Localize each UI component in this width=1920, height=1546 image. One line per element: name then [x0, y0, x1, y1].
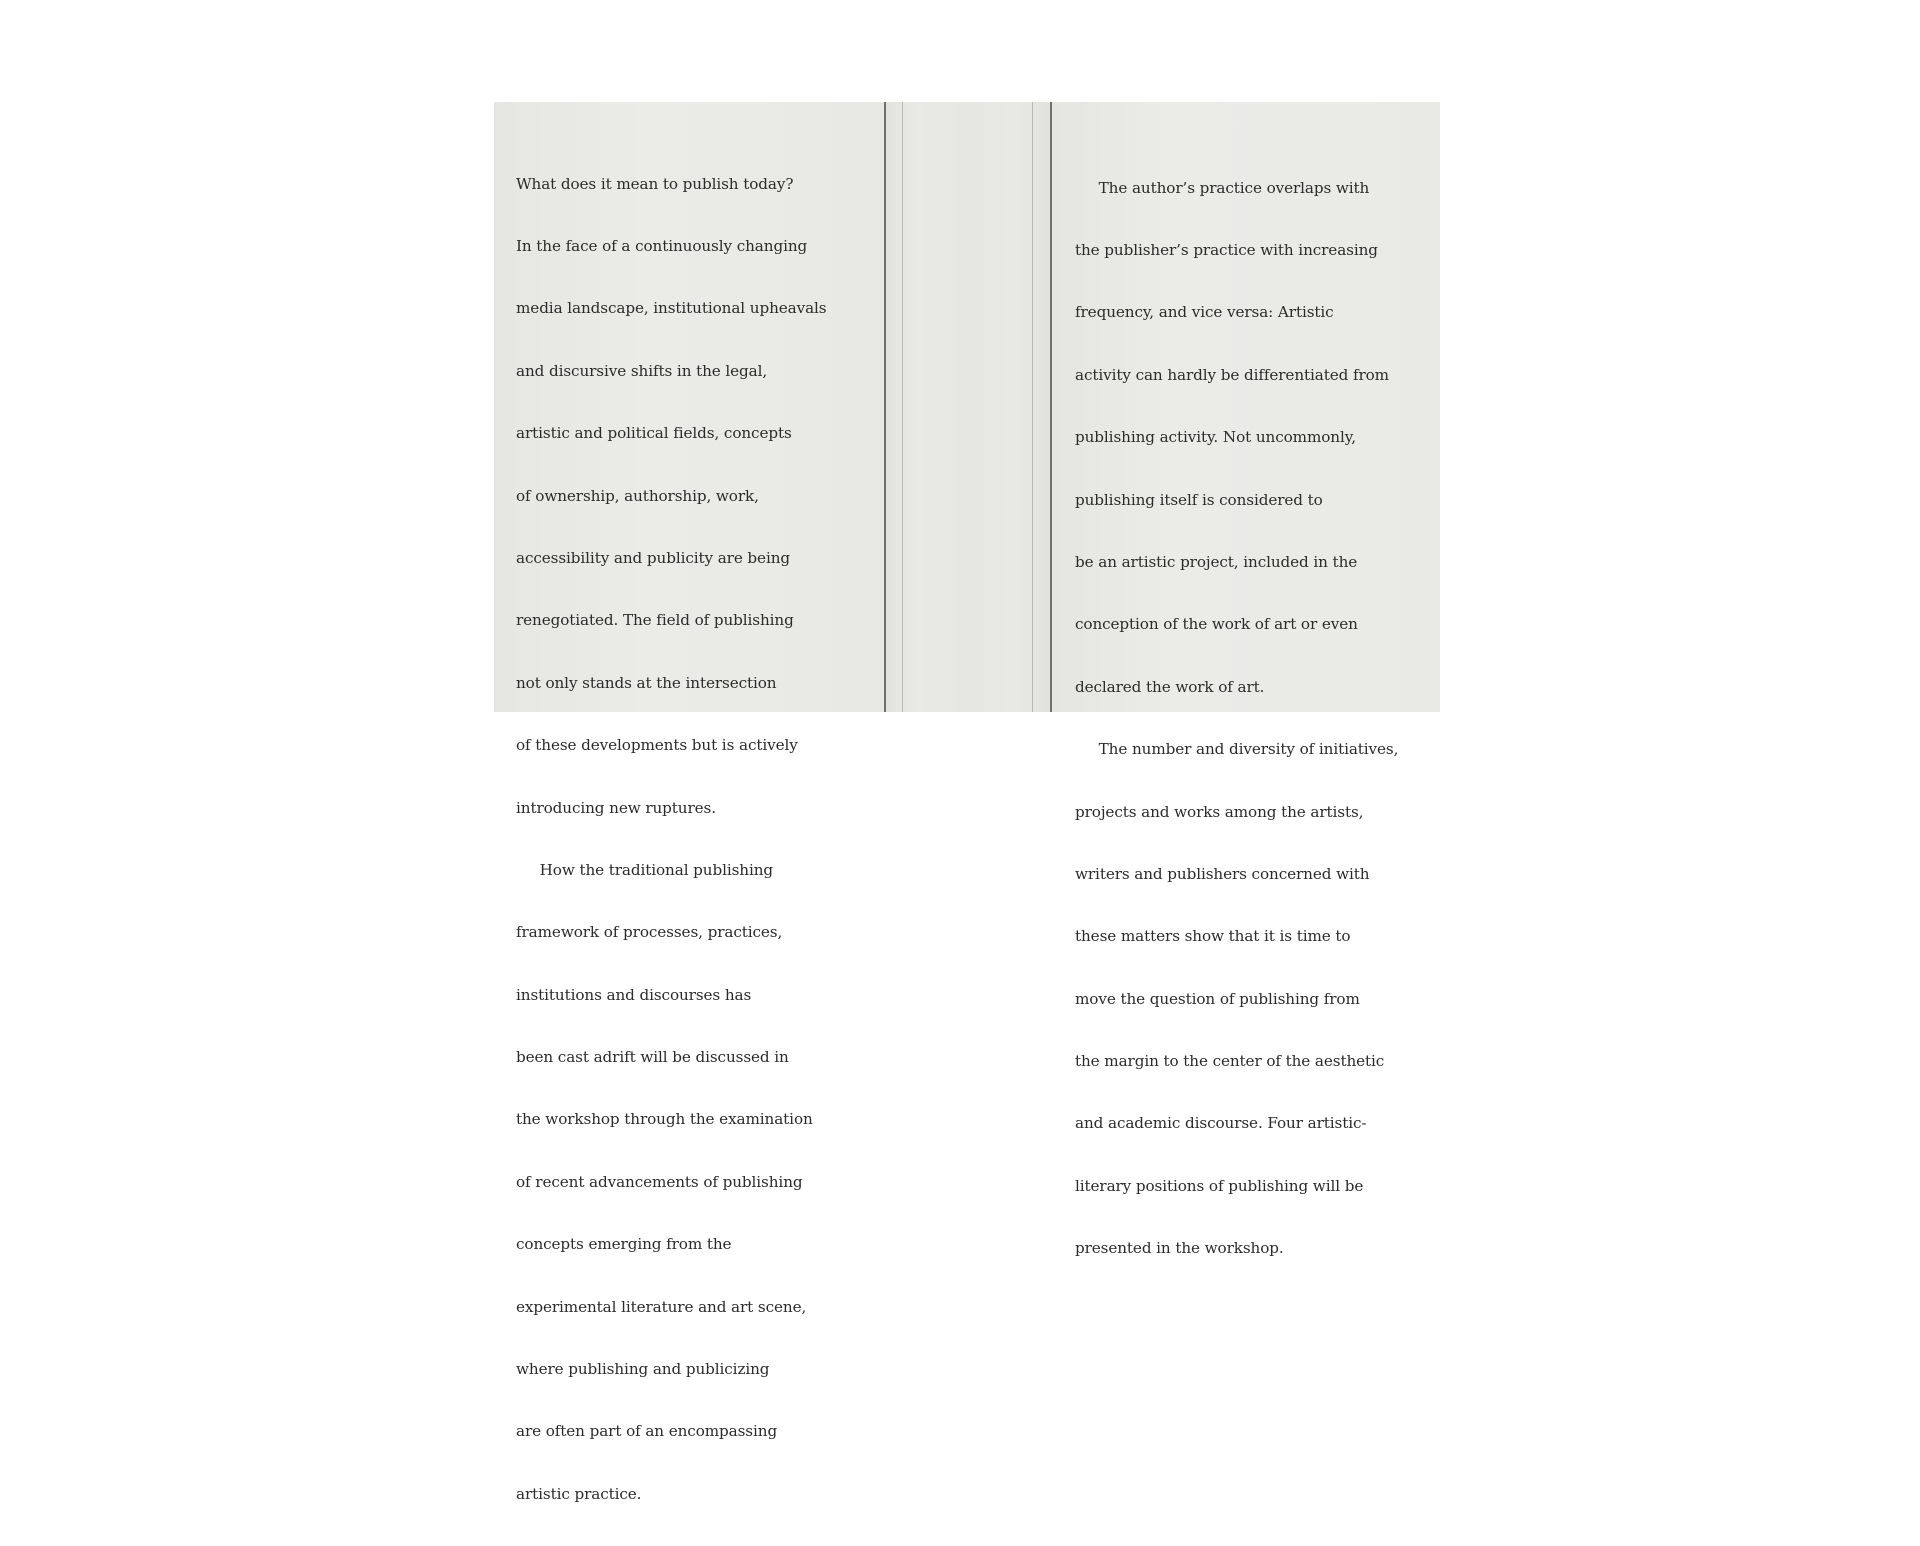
text-line: be an artistic project, included in the [1075, 552, 1358, 571]
booklet-spread [494, 102, 1440, 1503]
text-line: frequency, and vice versa: Artistic [1075, 303, 1334, 322]
text-line: are often part of an encompassing [516, 1422, 778, 1441]
text-line: experimental literature and art scene, [516, 1297, 807, 1316]
text-line: and academic discourse. Four artistic- [1075, 1114, 1367, 1133]
right-page [1052, 102, 1440, 1258]
text-line: of recent advancements of publishing [516, 1172, 803, 1191]
text-line: activity can hardly be differentiated from [1075, 365, 1389, 384]
text-line: conception of the work of art or even [1075, 615, 1358, 634]
right-page-text [1075, 136, 1398, 1301]
left-page-text [516, 132, 827, 1546]
text-line: artistic and political fields, concepts [516, 424, 792, 443]
fold-line-left [884, 102, 886, 712]
text-line: move the question of publishing from [1075, 989, 1360, 1008]
center-gutter-flap [884, 102, 1052, 712]
text-line: In the face of a continuously changing [516, 236, 808, 255]
text-line: renegotiated. The field of publishing [516, 611, 794, 630]
text-line: and discursive shifts in the legal, [516, 361, 768, 380]
text-line: of these developments but is actively [516, 736, 798, 755]
text-line: of ownership, authorship, work, [516, 486, 759, 505]
text-line: been cast adrift will be discussed in [516, 1048, 789, 1067]
text-line: How the traditional publishing [516, 860, 774, 879]
text-line: the publisher’s practice with increasing [1075, 240, 1378, 259]
left-page [494, 102, 884, 1503]
text-line: The number and diversity of initiatives, [1075, 740, 1399, 759]
fold-crease-right [1032, 102, 1033, 712]
text-line: literary positions of publishing will be [1075, 1176, 1364, 1195]
text-line: the workshop through the examination [516, 1110, 813, 1129]
text-line: The author’s practice overlaps with [1075, 178, 1370, 197]
text-line: where publishing and publicizing [516, 1360, 770, 1379]
text-line: declared the work of art. [1075, 677, 1265, 696]
text-line: writers and publishers concerned with [1075, 864, 1370, 883]
text-line: framework of processes, practices, [516, 923, 783, 942]
text-line: the margin to the center of the aesthetic [1075, 1052, 1385, 1071]
text-line: What does it mean to publish today? [516, 174, 794, 193]
text-line: publishing itself is considered to [1075, 490, 1323, 509]
text-line: these matters show that it is time to [1075, 927, 1351, 946]
fold-crease-left [902, 102, 903, 712]
text-line: artistic practice. [516, 1484, 642, 1503]
text-line: institutions and discourses has [516, 985, 752, 1004]
text-line: accessibility and publicity are being [516, 548, 791, 567]
text-line: introducing new ruptures. [516, 798, 716, 817]
text-line: publishing activity. Not uncommonly, [1075, 428, 1356, 447]
text-line: projects and works among the artists, [1075, 802, 1364, 821]
text-line: not only stands at the intersection [516, 673, 777, 692]
text-line: media landscape, institutional upheavals [516, 299, 827, 318]
text-line: concepts emerging from the [516, 1235, 732, 1254]
text-line: presented in the workshop. [1075, 1239, 1284, 1258]
